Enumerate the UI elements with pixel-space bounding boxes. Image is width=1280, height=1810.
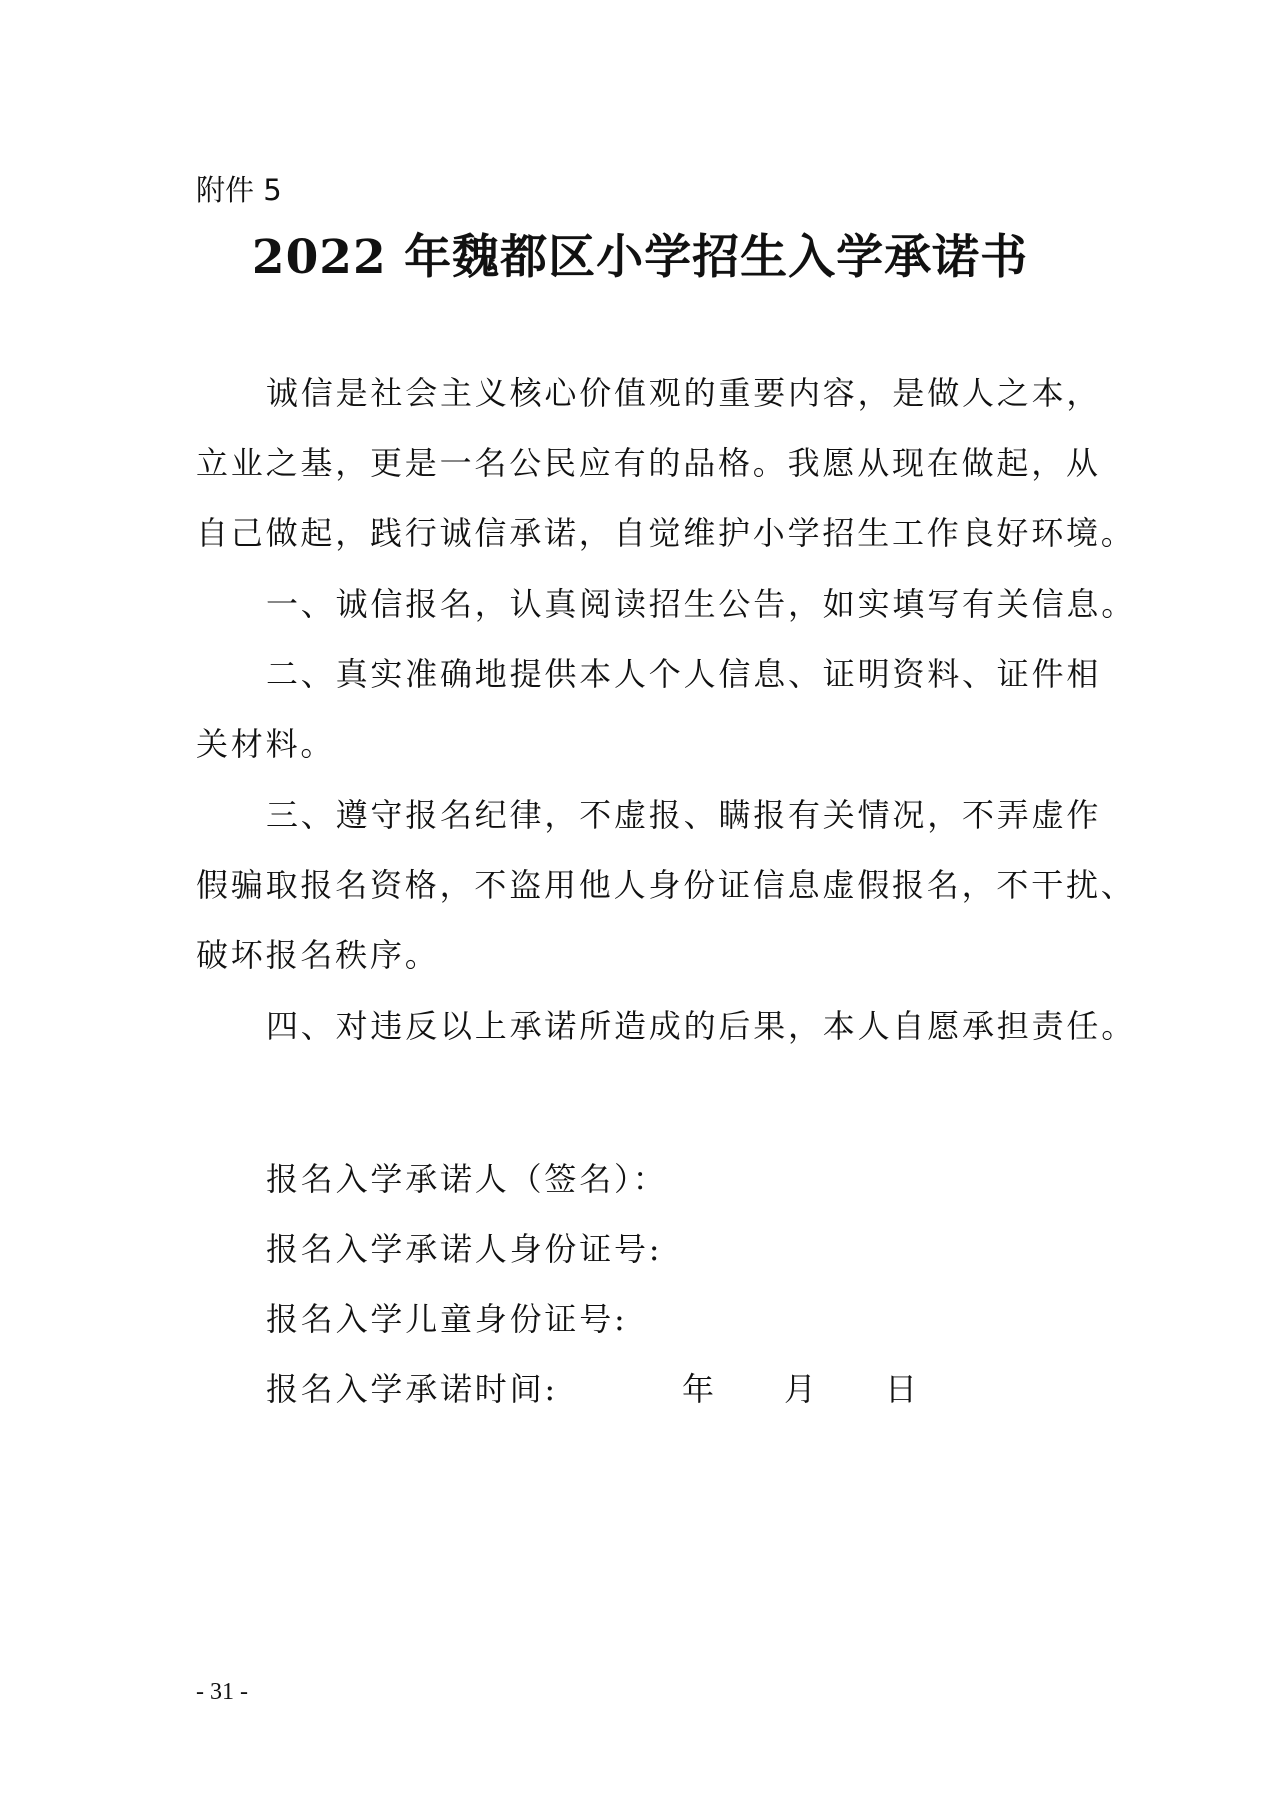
signer-name-label: 报名入学承诺人（签名）： [266,1160,668,1198]
pledge-item-3-line-1: 三、遵守报名纪律，不虚报、瞒报有关情况，不弄虚作 [266,796,1102,834]
pledge-item-3-line-2: 假骗取报名资格，不盗用他人身份证信息虚假报名，不干扰、 [196,866,1136,904]
attachment-label: 附件 5 [196,173,282,207]
paragraph-1-line-1: 诚信是社会主义核心价值观的重要内容，是做人之本， [266,374,1102,412]
child-id-label: 报名入学儿童身份证号: [266,1300,628,1338]
pledge-item-2-line-1: 二、真实准确地提供本人个人信息、证明资料、证件相 [266,655,1102,693]
pledge-item-2-line-2: 关材料。 [196,725,336,763]
pledge-item-1: 一、诚信报名，认真阅读招生公告，如实填写有关信息。 [266,585,1137,623]
date-month-label: 月 [784,1370,817,1408]
document-title: 2022 年魏都区小学招生入学承诺书 [251,230,1029,285]
pledge-date-label: 报名入学承诺时间: [266,1370,558,1408]
pledge-item-4: 四、对违反以上承诺所造成的后果，本人自愿承担责任。 [266,1007,1137,1045]
date-day-label: 日 [885,1370,918,1408]
paragraph-1-line-3: 自己做起，践行诚信承诺，自觉维护小学招生工作良好环境。 [196,514,1136,552]
date-year-label: 年 [682,1370,715,1408]
pledge-item-3-line-3: 破坏报名秩序。 [196,936,440,974]
page-number: - 31 - [196,1679,248,1705]
paragraph-1-line-2: 立业之基，更是一名公民应有的品格。我愿从现在做起，从 [196,444,1101,482]
signer-id-label: 报名入学承诺人身份证号: [266,1230,663,1268]
